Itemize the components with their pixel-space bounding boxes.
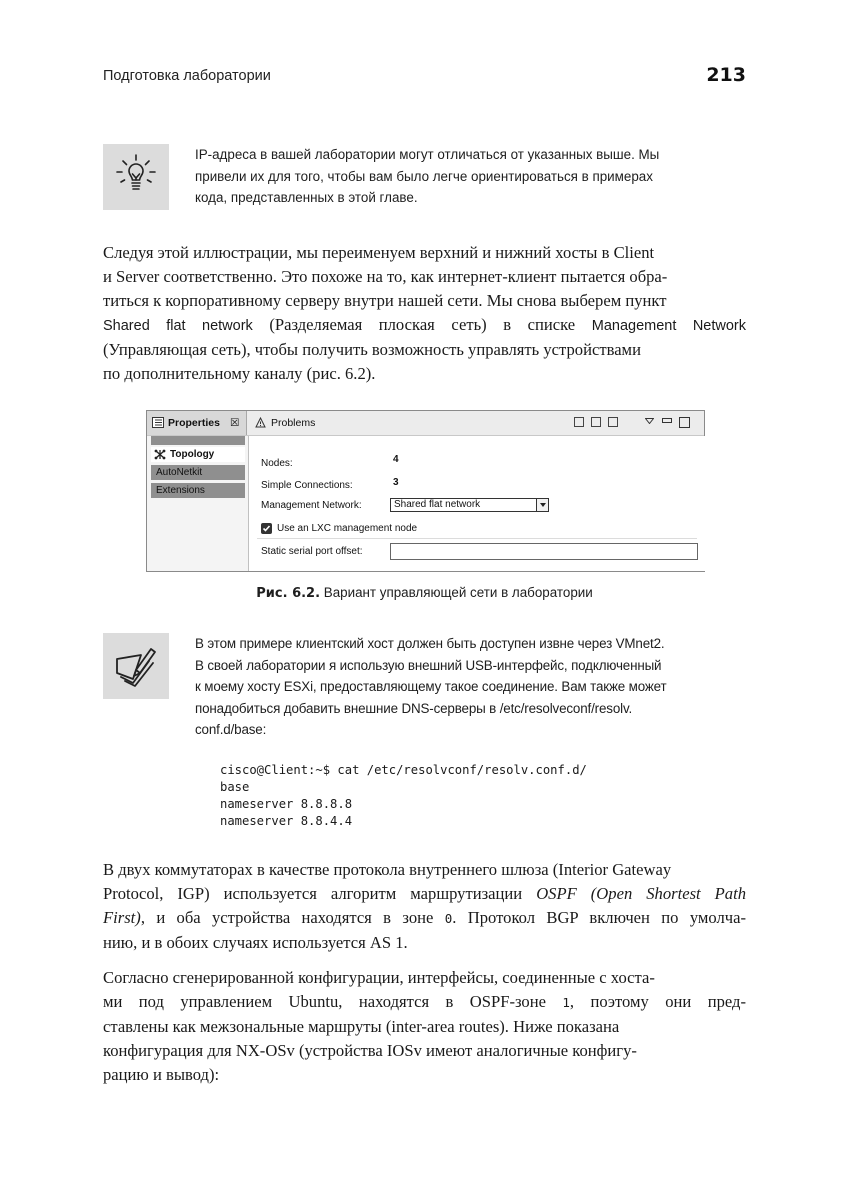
note-text bbox=[195, 633, 747, 741]
management-network-value: Shared flat network bbox=[394, 499, 481, 510]
warning-icon bbox=[255, 417, 266, 428]
running-header-title: Подготовка лаборатории bbox=[103, 68, 271, 84]
maximize-icon[interactable] bbox=[679, 417, 690, 428]
paragraph-line: В двух коммутаторах в качестве протокола внутреннего шлюза (Interior Gateway bbox=[103, 860, 672, 879]
paragraph-line: рацию и вывод): bbox=[103, 1065, 220, 1084]
new-view-icon[interactable] bbox=[574, 417, 584, 427]
paragraph-line bbox=[103, 906, 746, 931]
sidebar-item-label: Extensions bbox=[156, 485, 205, 496]
inline-code: 1 bbox=[562, 995, 570, 1010]
sidebar-item-extensions[interactable] bbox=[151, 483, 245, 498]
note-line: понадобиться добавить внешние DNS-серверы в /etc/resolveconf/resolv. bbox=[195, 700, 633, 716]
nodes-value: 4 bbox=[393, 454, 399, 465]
paragraph-line: Согласно сгенерированной конфигурации, интерфейсы, соединенные с хоста- bbox=[103, 968, 655, 987]
page-number: 213 bbox=[706, 64, 746, 86]
tip-line: кода, представленных в этой главе. bbox=[195, 190, 418, 205]
pencil-note-icon bbox=[103, 633, 169, 699]
paragraph-line bbox=[103, 990, 746, 1015]
tab-properties[interactable] bbox=[147, 411, 247, 435]
code-line: base bbox=[220, 780, 250, 794]
paragraph-line bbox=[103, 313, 746, 338]
paragraph-3 bbox=[103, 966, 746, 1087]
collapse-all-icon[interactable] bbox=[608, 417, 618, 427]
paragraph-italic: First) bbox=[103, 908, 141, 927]
topology-properties-panel bbox=[248, 436, 705, 571]
code-block bbox=[220, 762, 587, 830]
paragraph-line: и Server соответственно. Это похоже на то, как интернет-клиент пытается обра- bbox=[103, 267, 668, 286]
properties-icon bbox=[152, 417, 164, 428]
sidebar-item-label: AutoNetkit bbox=[156, 467, 203, 478]
tip-line: IP-адреса в вашей лаборатории могут отличаться от указанных выше. Мы bbox=[195, 147, 660, 162]
ui-term-shared-flat-network: Shared flat network bbox=[103, 318, 253, 334]
chevron-down-icon[interactable] bbox=[536, 499, 548, 511]
code-line: nameserver 8.8.8.8 bbox=[220, 797, 353, 811]
simple-connections-label: Simple Connections: bbox=[261, 480, 353, 491]
tab-problems-label: Problems bbox=[271, 417, 316, 429]
sidebar-item-autonetkit[interactable] bbox=[151, 465, 245, 480]
tab-close-icon[interactable]: ☒ bbox=[230, 417, 240, 429]
figure-properties-screenshot bbox=[146, 410, 705, 572]
paragraph-line: ставлены как межзональные маршруты (inter-area routes). Ниже показана bbox=[103, 1017, 620, 1036]
management-network-select[interactable] bbox=[390, 498, 549, 512]
tab-properties-label: Properties bbox=[168, 417, 220, 429]
tip-box bbox=[103, 144, 746, 212]
tip-line: привели их для того, чтобы вам было легче ориентироваться в примерах bbox=[195, 168, 653, 184]
note-box bbox=[103, 633, 746, 761]
static-serial-input[interactable] bbox=[390, 543, 698, 560]
paragraph-text: Protocol, IGP) используется алгоритм маршрутизации bbox=[103, 884, 537, 903]
paragraph-line: (Управляющая сеть), чтобы получить возможность управлять устройствами bbox=[103, 340, 641, 359]
paragraph-line: нию, и в обоих случаях используется AS 1. bbox=[103, 933, 408, 952]
ui-term-management-network: Management Network bbox=[591, 318, 747, 334]
paragraph-1 bbox=[103, 241, 746, 386]
management-network-label: Management Network: bbox=[261, 500, 362, 511]
tip-text bbox=[195, 144, 747, 209]
sidebar-item-label: Topology bbox=[170, 449, 215, 460]
paragraph-line: по дополнительному каналу (рис. 6.2). bbox=[103, 364, 376, 383]
nodes-label: Nodes: bbox=[261, 458, 293, 469]
lxc-management-checkbox[interactable] bbox=[261, 523, 272, 534]
figure-caption bbox=[103, 585, 746, 601]
note-line: В своей лаборатории я использую внешний USB-интерфейс, подключенный bbox=[195, 657, 662, 673]
paragraph-line: конфигурация для NX-OSv (устройства IOSv имеют аналогичные конфигу- bbox=[103, 1041, 637, 1060]
lightbulb-icon bbox=[103, 144, 169, 210]
paragraph-text: (Разделяемая плоская сеть) в списке bbox=[252, 315, 592, 334]
paragraph-italic: OSPF (Open Shortest Path bbox=[536, 884, 747, 903]
figure-caption-label: Рис. 6.2. bbox=[256, 586, 321, 601]
expand-all-icon[interactable] bbox=[591, 417, 601, 427]
note-line: conf.d/base: bbox=[195, 722, 267, 737]
paragraph-line: Следуя этой иллюстрации, мы переименуем верхний и нижний хосты в Client bbox=[103, 243, 655, 262]
paragraph-text: , и оба устройства находятся в зоне bbox=[140, 908, 445, 927]
checkmark-icon bbox=[261, 523, 272, 534]
static-serial-label: Static serial port offset: bbox=[261, 546, 363, 557]
paragraph-2 bbox=[103, 858, 746, 955]
code-line: nameserver 8.8.4.4 bbox=[220, 814, 353, 828]
lxc-checkbox-label: Use an LXC management node bbox=[277, 523, 418, 534]
paragraph-text: , поэтому они пред- bbox=[569, 992, 746, 1011]
paragraph-text: ми под управлением Ubuntu, находятся в OSPF-зоне bbox=[103, 992, 563, 1011]
paragraph-line: титься к корпоративному серверу внутри нашей сети. Мы снова выберем пункт bbox=[103, 291, 667, 310]
property-sections bbox=[147, 436, 248, 571]
paragraph-text: . Протокол BGP включен по умолча- bbox=[452, 908, 746, 927]
code-line: cisco@Client:~$ cat /etc/resolvconf/resolv.conf.d/ bbox=[220, 763, 587, 777]
divider bbox=[257, 538, 697, 539]
sidebar-spacer bbox=[151, 436, 245, 445]
view-menu-icon[interactable] bbox=[645, 418, 654, 424]
note-line: к моему хосту ESXi, предоставляющему такое соединение. Вам также может bbox=[195, 679, 667, 694]
paragraph-line bbox=[103, 882, 746, 906]
sidebar-item-topology[interactable] bbox=[151, 447, 245, 462]
inline-code: 0 bbox=[444, 911, 453, 926]
simple-connections-value: 3 bbox=[393, 477, 399, 488]
topology-icon bbox=[154, 449, 166, 460]
minimize-icon[interactable] bbox=[662, 418, 672, 423]
figure-caption-text: Вариант управляющей сети в лаборатории bbox=[323, 585, 593, 600]
tab-bar bbox=[147, 411, 704, 436]
note-line: В этом примере клиентский хост должен быть доступен извне через VMnet2. bbox=[195, 636, 665, 651]
